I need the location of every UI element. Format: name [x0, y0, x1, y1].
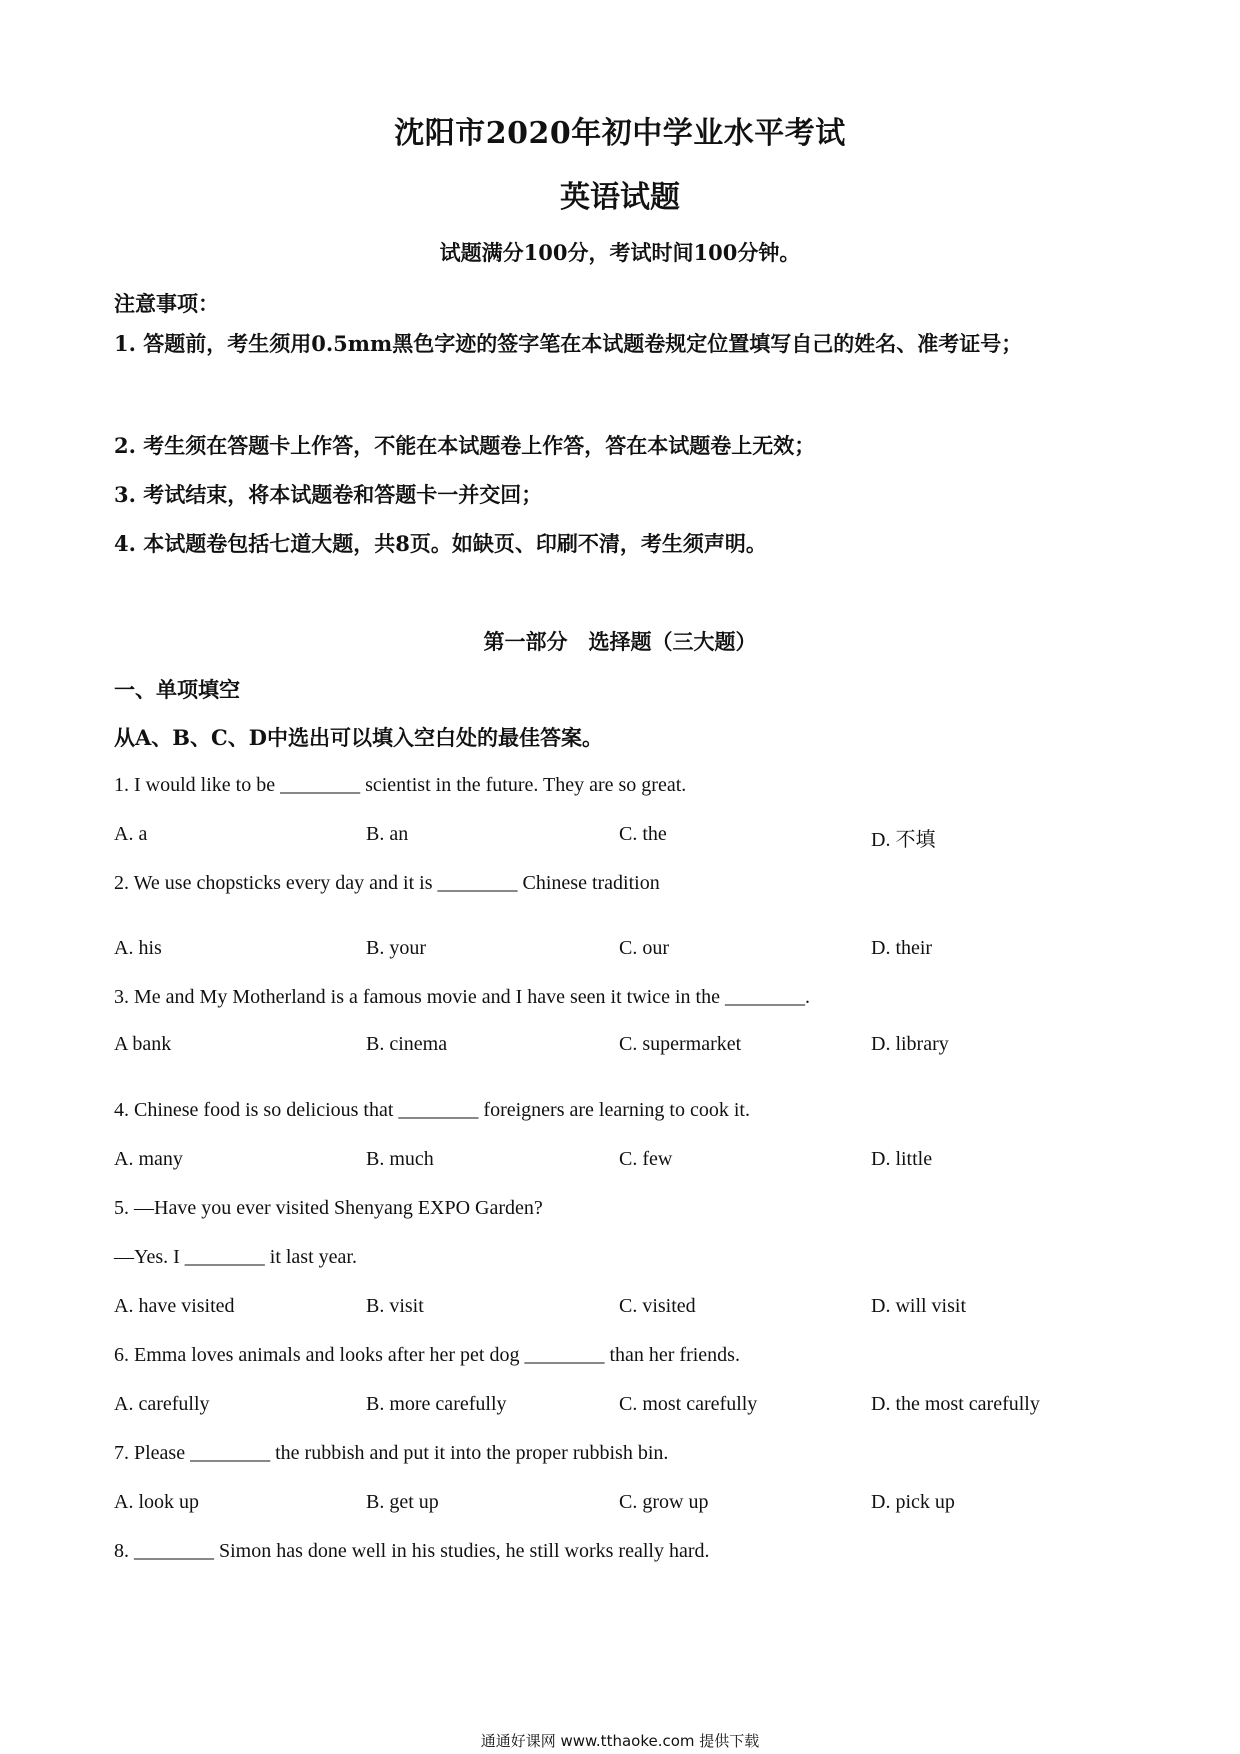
option-a: A. carefully — [114, 1393, 210, 1415]
option-d: D. 不填 — [871, 829, 936, 851]
question-options — [114, 1148, 1134, 1176]
question-stem: 7. Please ________ the rubbish and put it into the proper rubbish bin. — [114, 1442, 669, 1464]
option-a: A. a — [114, 823, 148, 845]
score-line: 试题满分100分，考试时间100分钟。 — [439, 240, 801, 265]
notice-item-4: 4. 本试题卷包括七道大题，共8页。如缺页、印刷不清，考生须声明。 — [114, 531, 767, 556]
question-stem: 5. —Have you ever visited Shenyang EXPO Garden? — [114, 1197, 543, 1219]
option-d: D. the most carefully — [871, 1393, 1040, 1415]
option-b: B. visit — [366, 1295, 424, 1317]
option-b: B. an — [366, 823, 409, 845]
option-d: D. pick up — [871, 1491, 955, 1513]
option-d: D. will visit — [871, 1295, 967, 1317]
option-b: B. your — [366, 937, 426, 959]
option-c: C. supermarket — [619, 1033, 742, 1055]
option-d: D. little — [871, 1148, 933, 1170]
notice-item-1: 1. 答题前，考生须用0.5mm黑色字迹的签字笔在本试题卷规定位置填写自己的姓名、准考证号； — [114, 331, 1023, 356]
question-stem-reply: —Yes. I ________ it last year. — [114, 1246, 357, 1268]
section-title: 一、单项填空 — [114, 677, 240, 702]
notice-item-2: 2. 考生须在答题卡上作答，不能在本试题卷上作答，答在本试题卷上无效； — [114, 433, 816, 458]
option-a: A. his — [114, 937, 162, 959]
notice-item-3: 3. 考试结束，将本试题卷和答题卡一并交回； — [114, 482, 543, 507]
question-stem: 2. We use chopsticks every day and it is ________ Chinese tradition — [114, 872, 660, 894]
option-c: C. most carefully — [619, 1393, 758, 1415]
option-d: D. library — [871, 1033, 949, 1055]
notice-title: 注意事项： — [114, 291, 219, 316]
question-stem: 4. Chinese food is so delicious that ________ foreigners are learning to cook it. — [114, 1099, 750, 1121]
exam-title: 沈阳市2020年初中学业水平考试 — [394, 116, 846, 151]
option-b: B. cinema — [366, 1033, 448, 1055]
option-b: B. much — [366, 1148, 434, 1170]
option-c: C. the — [619, 823, 667, 845]
option-a: A. have visited — [114, 1295, 235, 1317]
question-options — [114, 1033, 1134, 1061]
option-a: A. look up — [114, 1491, 199, 1513]
question-options — [114, 1295, 1134, 1323]
option-b: B. get up — [366, 1491, 439, 1513]
question-stem: 3. Me and My Motherland is a famous movie and I have seen it twice in the ________. — [114, 986, 810, 1008]
question-stem: 6. Emma loves animals and looks after her pet dog ________ than her friends. — [114, 1344, 740, 1366]
option-c: C. grow up — [619, 1491, 709, 1513]
option-a: A. many — [114, 1148, 183, 1170]
footer-text: 通通好课网 www.tthaoke.com 提供下载 — [480, 1732, 760, 1750]
option-c: C. few — [619, 1148, 673, 1170]
section-instruction: 从A、B、C、D中选出可以填入空白处的最佳答案。 — [114, 725, 603, 750]
option-b: B. more carefully — [366, 1393, 507, 1415]
option-d: D. their — [871, 937, 933, 959]
option-c: C. our — [619, 937, 669, 959]
question-options — [114, 1393, 1134, 1421]
option-a: A bank — [114, 1033, 172, 1055]
question-options — [114, 823, 1134, 851]
part-title: 第一部分 选择题（三大题） — [483, 629, 757, 654]
question-stem: 1. I would like to be ________ scientist in the future. They are so great. — [114, 774, 687, 796]
question-options — [114, 1491, 1134, 1519]
question-stem: 8. ________ Simon has done well in his studies, he still works really hard. — [114, 1540, 710, 1562]
question-options — [114, 937, 1134, 965]
exam-subtitle: 英语试题 — [560, 180, 680, 215]
option-c: C. visited — [619, 1295, 696, 1317]
